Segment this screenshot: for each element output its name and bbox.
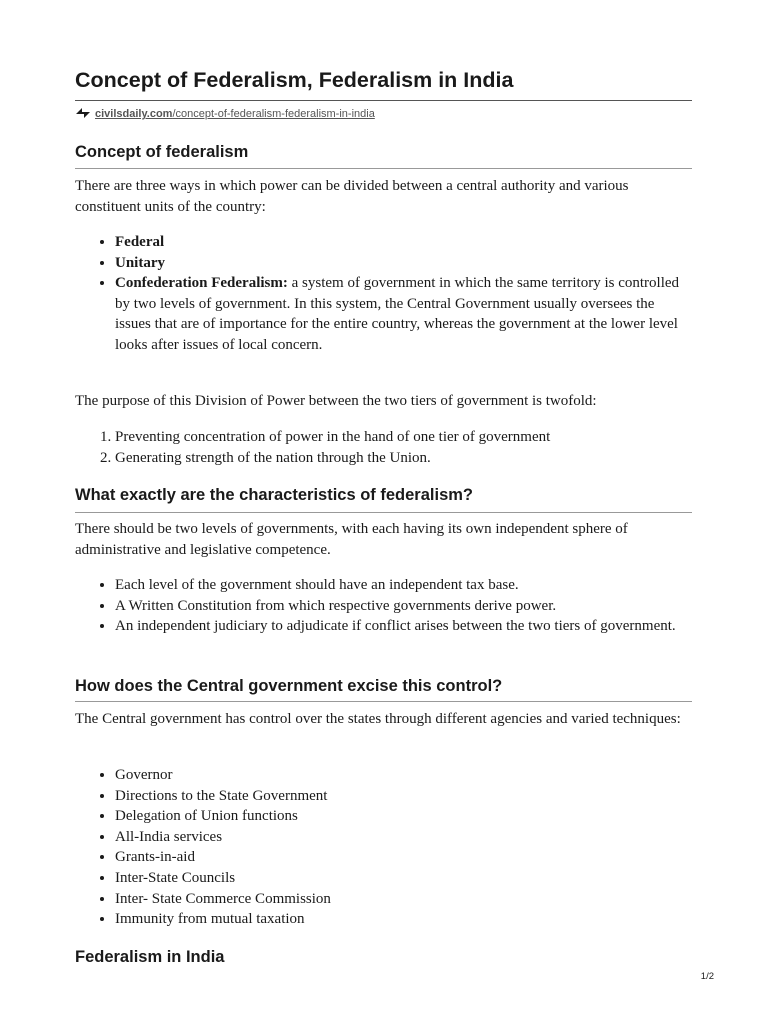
section1-intro: There are three ways in which power can be divided between a central authority and various constituent units of the country:: [75, 178, 629, 215]
list-item: • Each level of the government should have an independent tax base.: [115, 575, 692, 596]
title-divider: [75, 100, 692, 101]
purpose-list: [75, 427, 692, 468]
section-divider: [75, 701, 692, 702]
list-item: • Directions to the State Government: [115, 786, 692, 807]
source-link[interactable]: [95, 108, 375, 120]
list-item: [115, 232, 692, 253]
section-heading-central-control: How does the Central government excise this control?: [75, 677, 503, 695]
list-item-text: a system of government in which the same territory is controlled by two levels of government. In this system, the Central Government usually oversees the issues that are of importance for the entire country, whereas the government at the lower level looks after issues of local concern.: [115, 275, 680, 353]
source-path: /concept-of-federalism-federalism-in-india: [172, 108, 375, 120]
list-item: [115, 253, 692, 274]
section-divider: [75, 512, 692, 513]
characteristics-list: [75, 575, 692, 637]
list-item: • A Written Constitution from which respective governments derive power.: [115, 596, 692, 617]
section2-intro: There should be two levels of governments, with each having its own independent sphere of administrative and legislative competence.: [75, 521, 628, 558]
list-item-bold: Federal: [115, 234, 165, 250]
purpose-text: The purpose of this Division of Power between the two tiers of government is twofold:: [75, 393, 597, 409]
control-techniques-list: [75, 765, 692, 930]
list-item: • Grants-in-aid: [115, 847, 692, 868]
list-item-bold: Unitary: [115, 254, 165, 271]
source-line: [75, 107, 375, 120]
list-item: • Governor: [115, 765, 692, 786]
list-item-bold: Confederation Federalism:: [115, 275, 288, 292]
section-heading-concept: Concept of federalism: [75, 143, 249, 161]
list-item: • An independent judiciary to adjudicate if conflict arises between the two tiers of government.: [115, 616, 692, 637]
list-item: • Immunity from mutual taxation: [115, 909, 692, 930]
page-number: 1/2: [700, 971, 714, 982]
list-item: • Delegation of Union functions: [115, 806, 692, 827]
section-heading-characteristics: What exactly are the characteristics of federalism?: [75, 486, 473, 504]
section3-intro: The Central government has control over the states through different agencies and varied techniques:: [75, 711, 681, 727]
section-divider: [75, 168, 692, 169]
section-heading-federalism-india: Federalism in India: [75, 948, 225, 966]
site-logo-icon: [75, 107, 91, 119]
power-division-list: [75, 232, 692, 356]
list-item: [115, 273, 692, 355]
page-title: Concept of Federalism, Federalism in India: [75, 68, 514, 92]
list-item: • All-India services: [115, 827, 692, 848]
source-domain: civilsdaily.com: [95, 108, 173, 120]
list-item: 1. Preventing concentration of power in the hand of one tier of government: [115, 427, 692, 448]
list-item: • Inter-State Councils: [115, 868, 692, 889]
list-item: 2. Generating strength of the nation through the Union.: [115, 448, 692, 469]
list-item: • Inter- State Commerce Commission: [115, 889, 692, 910]
